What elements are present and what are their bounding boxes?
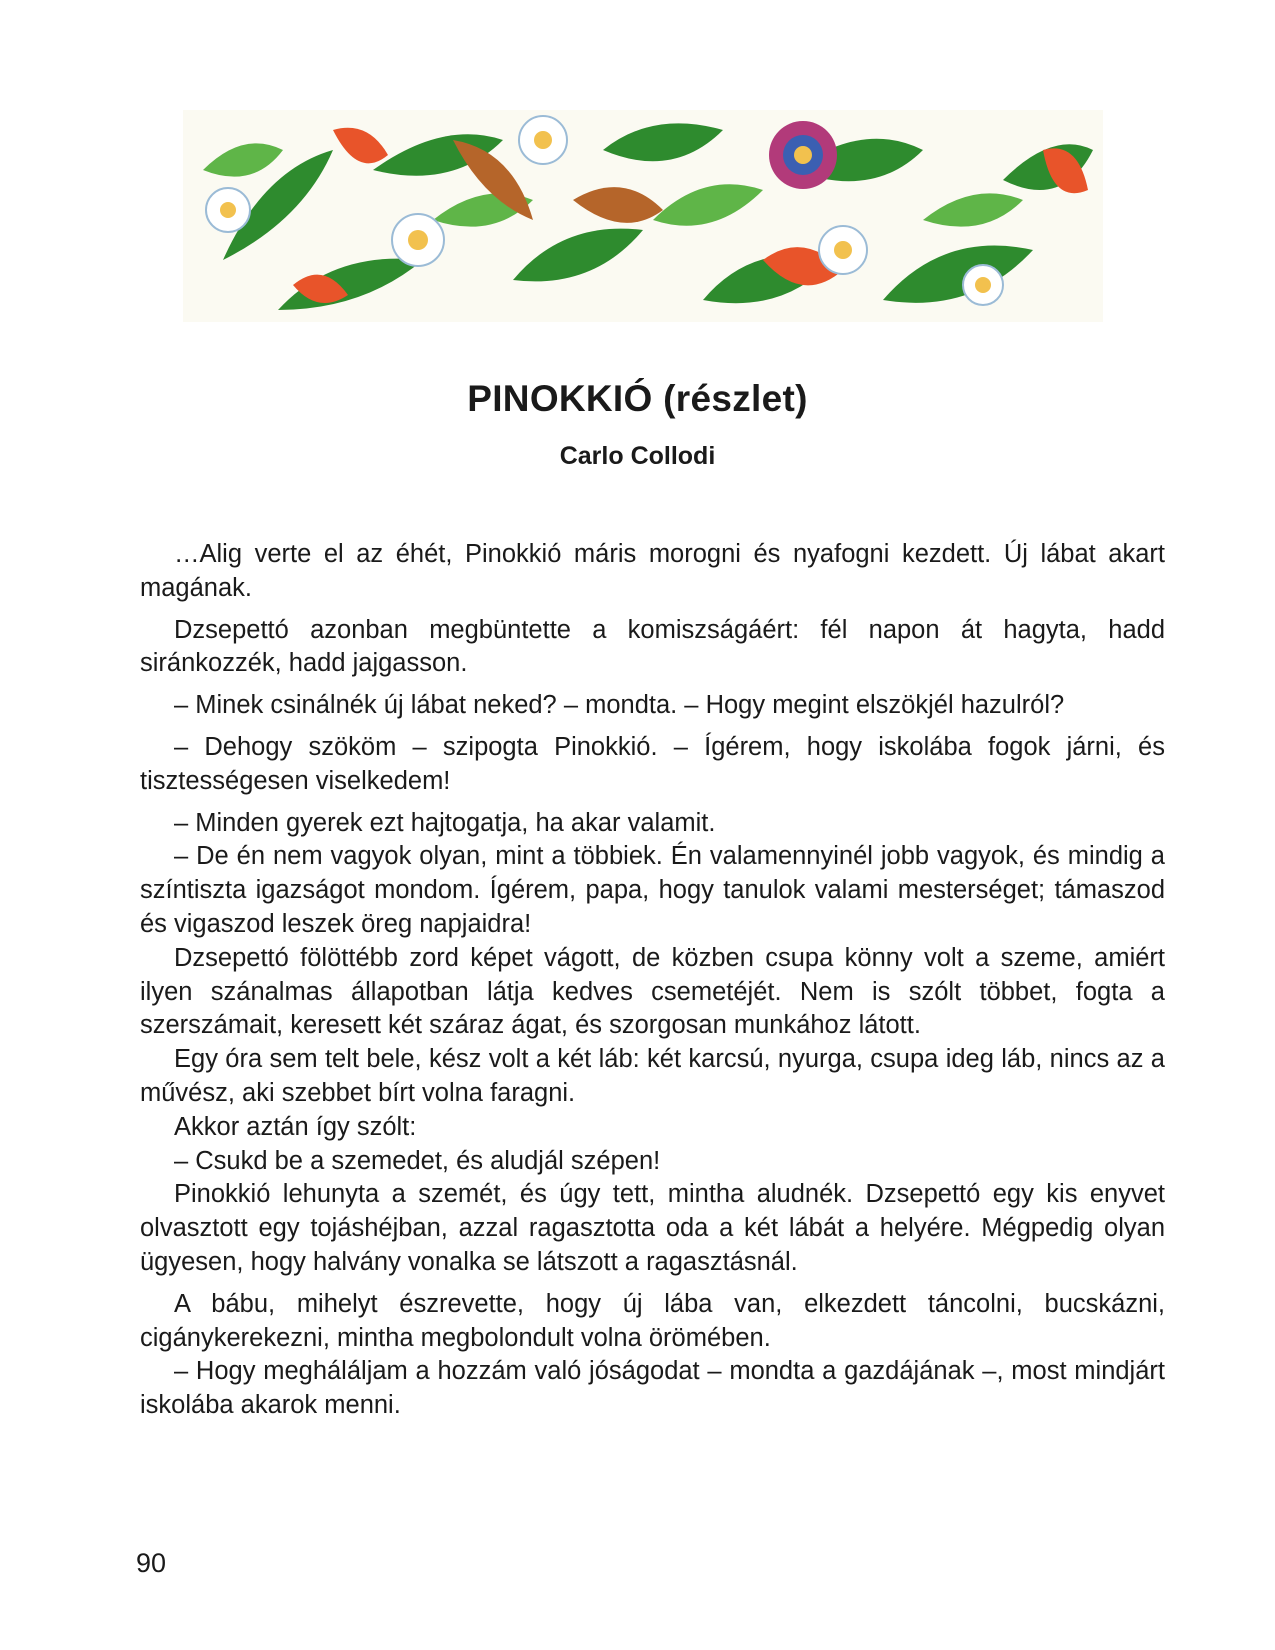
page-title: PINOKKIÓ (részlet) — [467, 378, 808, 419]
paragraph: – Minden gyerek ezt hajtogatja, ha akar valamit. — [174, 808, 716, 837]
paragraph: – Csukd be a szemedet, és aludjál szépen! — [174, 1146, 661, 1175]
paragraph: – Hogy megháláljam a hozzám való jóságodat – mondta a gazdájának –, most mindjárt iskolába akarok menni. — [140, 1357, 1165, 1420]
paragraph: Egy óra sem telt bele, kész volt a két láb: két karcsú, nyurga, csupa ideg láb, nincs az a művész, aki szebbet bírt volna faragni. — [140, 1045, 1165, 1107]
floral-ornament-icon — [183, 110, 1103, 322]
paragraph: A bábu, mihelyt észrevette, hogy új lába van, elkezdett táncolni, bucskázni, cigánykerekezni, mintha megbolondult volna örömében. — [140, 1289, 1165, 1352]
author-name: Carlo Collodi — [559, 442, 716, 470]
paragraph: – Minek csinálnék új lábat neked? – mondta. – Hogy megint elszökjél hazulról? — [174, 691, 1065, 720]
paragraph: – De én nem vagyok olyan, mint a többiek. Én valamennyinél jobb vagyok, és mindig a színtiszta igazságot mondom. Ígérem, papa, hogy tanulok valami mesterséget; támaszod és vigaszod leszek öreg napjaidra! — [140, 842, 1165, 938]
story-text — [140, 538, 1165, 1423]
paragraph: Pinokkió lehunyta a szemét, és úgy tett, mintha aludnék. Dzsepettó egy kis enyvet olvasztott egy tojáshéjban, azzal ragasztotta oda a két lábát a helyére. Mégpedig olyan ügyesen, hogy halvány vonalka se látszott a ragasztásnál. — [140, 1180, 1165, 1276]
paragraph: Akkor aztán így szólt: — [174, 1112, 417, 1141]
paragraph: Dzsepettó azonban megbüntette a komiszságáért: fél napon át hagyta, hadd siránkozzék, hadd jajgasson. — [140, 615, 1165, 678]
paragraph: – Dehogy szököm – szipogta Pinokkió. – Ígérem, hogy iskolába fogok járni, és tisztességesen viselkedem! — [140, 732, 1165, 795]
floral-banner — [183, 110, 1103, 322]
paragraph: …Alig verte el az éhét, Pinokkió máris morogni és nyafogni kezdett. Új lábat akart magának. — [140, 540, 1165, 602]
page-number: 90 — [136, 1548, 167, 1578]
paragraph: Dzsepettó fölöttébb zord képet vágott, de közben csupa könny volt a szeme, amiért ilyen szánalmas állapotban látja kedves csemetéjét. Nem is szólt többet, fogta a szerszámait, keresett két száraz ágat, és szorgosan munkához látott. — [140, 943, 1165, 1040]
